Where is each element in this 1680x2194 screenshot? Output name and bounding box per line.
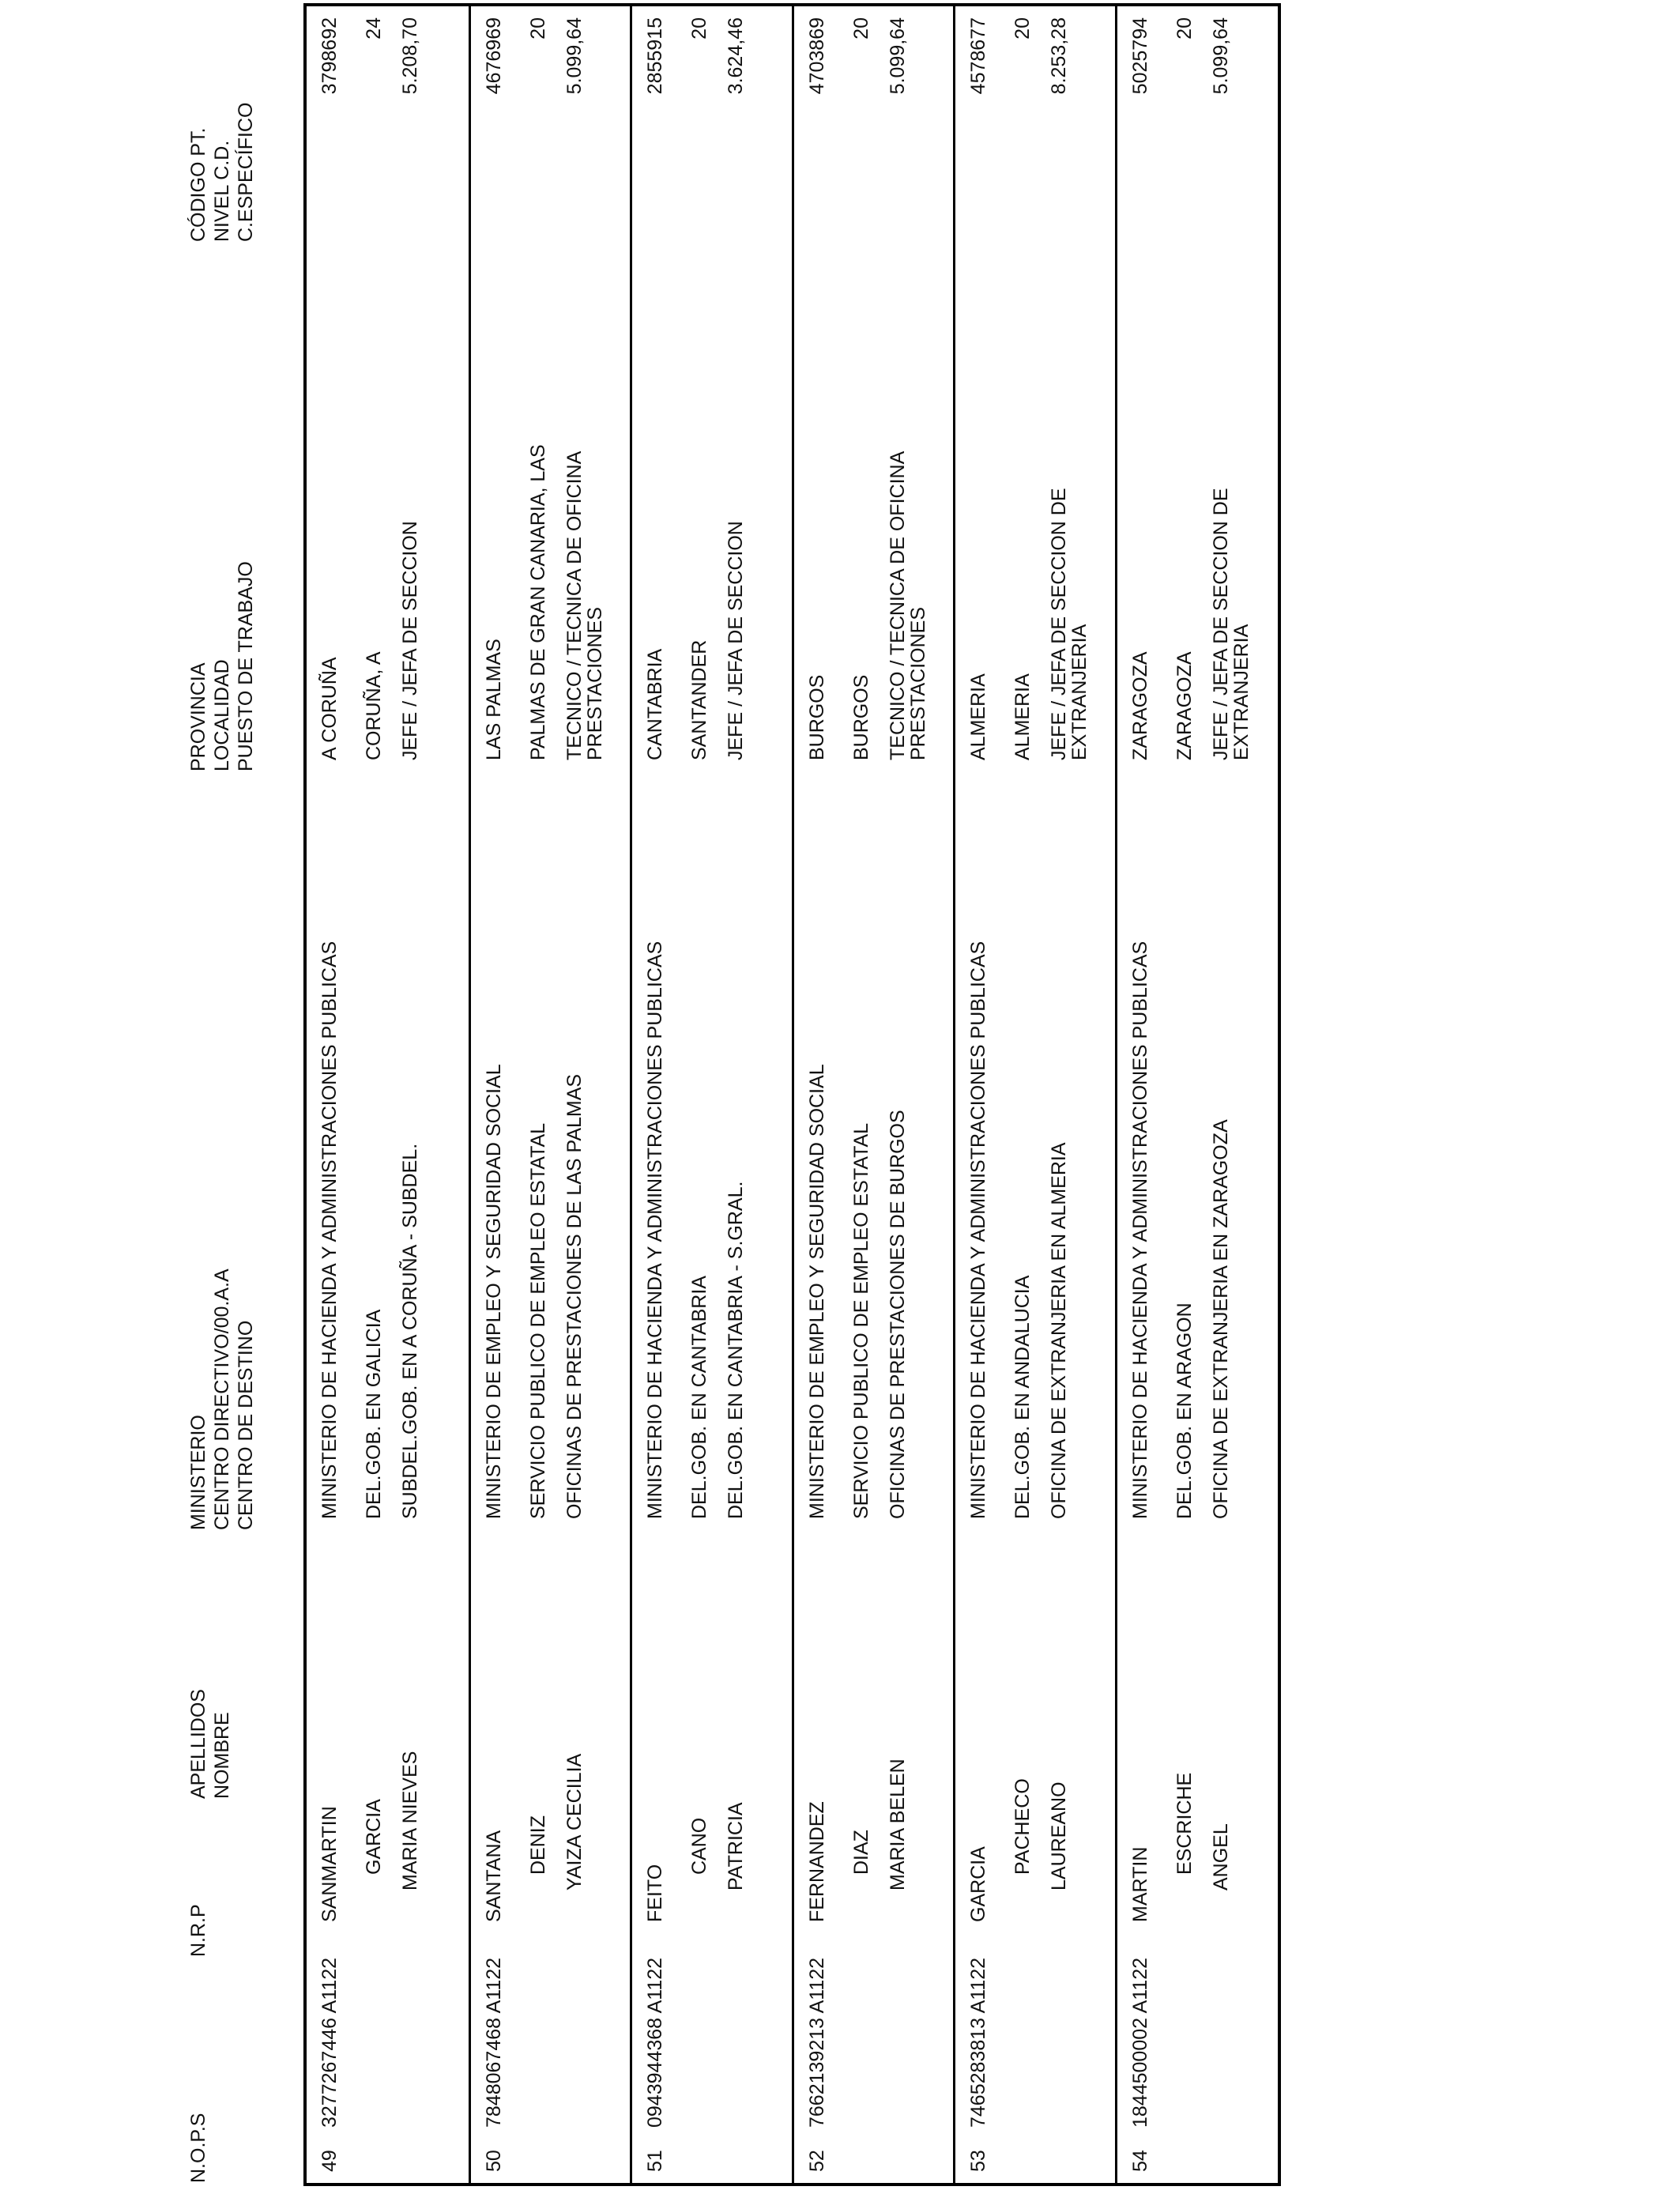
cell-apellido2: CANO [688,1817,710,1875]
cell-nops: 52 [805,2150,828,2172]
cell-puesto: JEFE / JEFA DE SECCION [399,521,421,760]
cell-centro-directivo: DEL.GOB. EN CANTABRIA [688,1276,710,1519]
cell-ministerio: MINISTERIO DE HACIENDA Y ADMINISTRACIONES PUBLICAS [967,941,989,1519]
header-provincia [186,561,258,771]
cell-nrp: 7848067468 A1122 [482,1957,505,2128]
cell-localidad: CORUÑA, A [363,651,385,760]
header-codigo [186,103,258,242]
cell-nrp: 7662139213 A1122 [805,1957,828,2128]
header-puesto-label: PUESTO DE TRABAJO [235,561,257,771]
cell-localidad: PALMAS DE GRAN CANARIA, LAS [526,444,549,760]
header-nops [186,2113,210,2183]
cell-centro-directivo: DEL.GOB. EN ANDALUCIA [1011,1275,1034,1519]
header-nombre-label: NOMBRE [211,1712,233,1799]
cell-localidad: BURGOS [849,674,872,760]
cell-nombre: MARIA NIEVES [399,1751,421,1891]
cell-apellido2: GARCIA [363,1799,385,1875]
header-especifico-label: C.ESPECÍFICO [235,102,257,242]
cell-nivel: 20 [688,17,710,40]
cell-puesto: TECNICO / TECNICA DE OFICINA PRESTACIONES [563,452,606,760]
cell-nops: 50 [482,2150,505,2172]
cell-nops: 54 [1128,2150,1151,2172]
table-row [469,6,633,2183]
cell-apellido1: FEITO [644,1864,666,1922]
table-row [307,6,469,2183]
header-apellidos [186,1689,234,1799]
cell-especifico: 5.099,64 [886,17,909,95]
cell-nombre: YAIZA CECILIA [563,1753,586,1891]
header-provincia-label: PROVINCIA [187,662,209,771]
cell-apellido2: ESCRICHE [1173,1772,1196,1875]
cell-especifico: 8.253,28 [1048,17,1070,95]
header-nrp-label: N.R.P [187,1904,209,1957]
cell-apellido1: GARCIA [967,1846,989,1922]
cell-apellido1: FERNANDEZ [805,1801,828,1922]
cell-apellido2: DIAZ [849,1830,872,1875]
cell-especifico: 3.624,46 [725,17,747,95]
cell-nops: 51 [644,2150,666,2172]
cell-nivel: 20 [1011,17,1034,40]
cell-provincia: ZARAGOZA [1128,651,1151,760]
cell-centro-destino: SUBDEL.GOB. EN A CORUÑA - SUBDEL. [399,1143,421,1519]
cell-provincia: A CORUÑA [318,657,341,760]
cell-nivel: 20 [526,17,549,40]
cell-apellido1: MARTIN [1128,1846,1151,1922]
cell-ministerio: MINISTERIO DE EMPLEO Y SEGURIDAD SOCIAL [805,1064,828,1519]
cell-ministerio: MINISTERIO DE HACIENDA Y ADMINISTRACIONES PUBLICAS [318,941,341,1519]
cell-nivel: 20 [1173,17,1196,40]
cell-centro-destino: OFICINA DE EXTRANJERIA EN ZARAGOZA [1209,1119,1232,1519]
header-centro-destino-label: CENTRO DE DESTINO [235,1320,257,1530]
cell-puesto: JEFE / JEFA DE SECCION DE EXTRANJERIA [1048,488,1090,760]
cell-provincia: LAS PALMAS [482,639,505,760]
header-codigo-label: CÓDIGO PT. [187,127,209,242]
cell-centro-directivo: SERVICIO PUBLICO DE EMPLEO ESTATAL [526,1122,549,1519]
header-apellidos-label: APELLIDOS [187,1689,209,1799]
cell-nrp: 0943944368 A1122 [644,1957,666,2128]
cell-nrp: 3277267446 A1122 [318,1957,341,2128]
cell-nrp: 1844500002 A1122 [1128,1957,1151,2128]
header-ministerio-label: MINISTERIO [187,1415,209,1530]
cell-nivel: 24 [363,17,385,40]
table-row [953,6,1117,2183]
cell-ministerio: MINISTERIO DE HACIENDA Y ADMINISTRACIONES PUBLICAS [644,941,666,1519]
cell-centro-destino: OFICINAS DE PRESTACIONES DE BURGOS [886,1110,909,1519]
header-ministerio [186,1269,258,1530]
cell-centro-directivo: SERVICIO PUBLICO DE EMPLEO ESTATAL [849,1122,872,1519]
cell-apellido1: SANTANA [482,1830,505,1922]
header-centro-directivo-label: CENTRO DIRECTIVO/00.A.A [211,1269,233,1530]
table-row [1115,6,1279,2183]
cell-puesto: JEFE / JEFA DE SECCION DE EXTRANJERIA [1209,488,1252,760]
cell-nops: 49 [318,2150,341,2172]
header-localidad-label: LOCALIDAD [211,659,233,771]
cell-ministerio: MINISTERIO DE EMPLEO Y SEGURIDAD SOCIAL [482,1064,505,1519]
cell-puesto: TECNICO / TECNICA DE OFICINA PRESTACIONES [886,452,929,760]
cell-ministerio: MINISTERIO DE HACIENDA Y ADMINISTRACIONES PUBLICAS [1128,941,1151,1519]
header-nops-label: N.O.P.S [187,2113,209,2183]
cell-apellido2: PACHECO [1011,1778,1034,1875]
header-nrp [186,1904,210,1957]
cell-apellido2: DENIZ [526,1815,549,1875]
cell-localidad: ALMERIA [1011,673,1034,760]
header-nivel-label: NIVEL C.D. [211,140,233,242]
cell-especifico: 5.099,64 [563,17,586,95]
cell-codigo: 2855915 [644,17,666,95]
table-row [792,6,956,2183]
cell-nombre: MARIA BELEN [886,1759,909,1891]
cell-localidad: SANTANDER [688,639,710,760]
cell-apellido1: SANMARTIN [318,1806,341,1922]
records-table [303,3,1281,2186]
cell-centro-destino: DEL.GOB. EN CANTABRIA - S.GRAL. [725,1181,747,1519]
cell-puesto: JEFE / JEFA DE SECCION [725,521,747,760]
cell-nombre: PATRICIA [725,1802,747,1891]
cell-centro-directivo: DEL.GOB. EN ARAGON [1173,1302,1196,1519]
cell-codigo: 4703869 [805,17,828,95]
cell-nrp: 7465283813 A1122 [967,1957,989,2128]
cell-provincia: CANTABRIA [644,648,666,760]
cell-provincia: ALMERIA [967,673,989,760]
cell-especifico: 5.208,70 [399,17,421,95]
cell-codigo: 3798692 [318,17,341,95]
cell-centro-destino: OFICINAS DE PRESTACIONES DE LAS PALMAS [563,1073,586,1519]
cell-centro-destino: OFICINA DE EXTRANJERIA EN ALMERIA [1048,1142,1070,1519]
cell-nombre: LAUREANO [1048,1781,1070,1891]
cell-codigo: 5025794 [1128,17,1151,95]
table-row [630,6,794,2183]
cell-provincia: BURGOS [805,674,828,760]
cell-codigo: 4578677 [967,17,989,95]
cell-codigo: 4676969 [482,17,505,95]
cell-nombre: ANGEL [1209,1823,1232,1891]
cell-nivel: 20 [849,17,872,40]
cell-centro-directivo: DEL.GOB. EN GALICIA [363,1309,385,1519]
cell-especifico: 5.099,64 [1209,17,1232,95]
cell-localidad: ZARAGOZA [1173,651,1196,760]
cell-nops: 53 [967,2150,989,2172]
